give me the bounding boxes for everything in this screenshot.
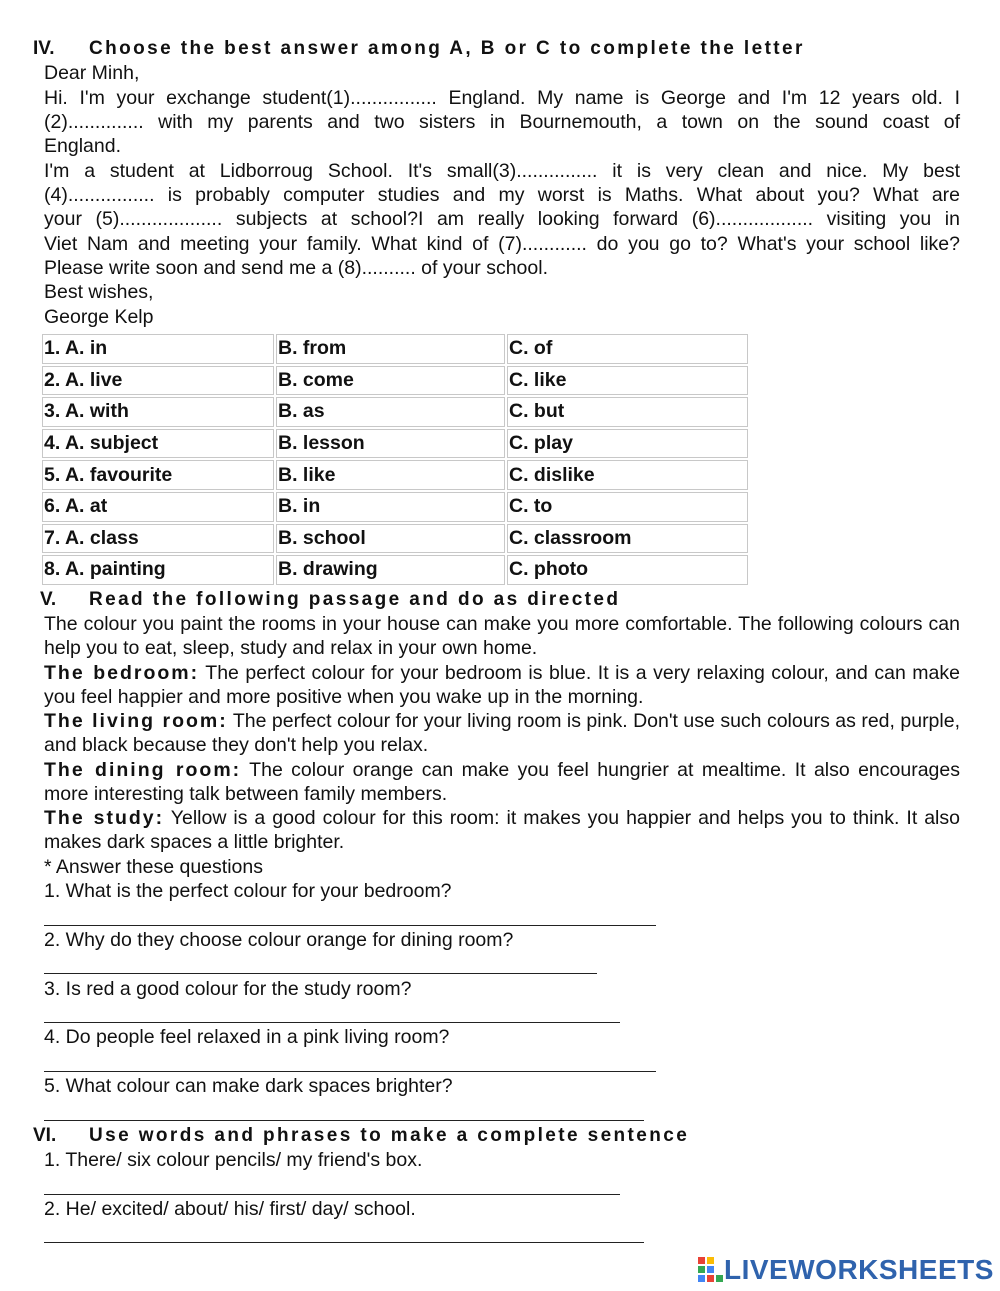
option-a: 1. A. in <box>42 334 274 364</box>
paragraph-text: The perfect colour for your bedroom is blue. It is a very relaxing colour, and can make you feel happier and more positive when you wake up in the morning. <box>44 662 960 709</box>
letter-line: your (5)................... subjects at school?I am really looking forward (6).................. visiting you in <box>44 208 960 230</box>
paragraph-label: The study: <box>44 807 165 829</box>
option-b: B. in <box>276 492 505 522</box>
paragraph-text: Yellow is a good colour for this room: it makes you happier and helps you to think. It also makes dark spaces a little brighter. <box>44 807 960 854</box>
option-a: 7. A. class <box>42 524 274 554</box>
option-b: B. drawing <box>276 555 505 585</box>
paragraph-dining-room <box>44 758 960 807</box>
question: 2. Why do they choose colour orange for dining room? <box>44 929 514 951</box>
paragraph-text: The colour orange can make you feel hungrier at mealtime. It also encourages more interesting talk between family members. <box>44 759 960 806</box>
option-a: 5. A. favourite <box>42 460 274 490</box>
letter-signature: George Kelp <box>44 306 154 328</box>
option-b: B. lesson <box>276 429 505 459</box>
option-a: 3. A. with <box>42 397 274 427</box>
option-row <box>42 460 748 490</box>
paragraph-study <box>44 806 960 855</box>
option-c: C. photo <box>507 555 748 585</box>
option-row <box>42 524 748 554</box>
answer-line[interactable] <box>44 1194 620 1195</box>
option-row <box>42 429 748 459</box>
section-6-title: Use words and phrases to make a complete sentence <box>89 1125 690 1146</box>
letter-line: Viet Nam and meeting your family. What kind of (7)............ do you go to? What's your school like? <box>44 233 960 255</box>
liveworksheets-icon <box>698 1257 724 1283</box>
section-6-number: VI. <box>33 1125 57 1146</box>
answer-line[interactable] <box>44 1071 656 1072</box>
letter-line: I'm a student at Lidborroug School. It's small(3)............... it is very clean and nice. My best <box>44 160 960 182</box>
liveworksheets-brand: LIVEWORKSHEETS <box>724 1254 994 1285</box>
paragraph-label: The living room: <box>44 710 228 732</box>
section-4-heading <box>33 38 805 60</box>
letter-line: Please write soon and send me a (8).......... of your school. <box>44 257 549 279</box>
letter-line: Hi. I'm your exchange student(1)................ England. My name is George and I'm 12 years old. I <box>44 87 960 109</box>
options-table <box>40 332 750 587</box>
answer-line[interactable] <box>44 1022 620 1023</box>
section-5-title: Read the following passage and do as directed <box>89 589 621 610</box>
letter-greeting: Dear Minh, <box>44 62 140 84</box>
passage-intro: The colour you paint the rooms in your house can make you more comfortable. The following colours can help you to eat, sleep, study and relax in your own home. <box>44 613 960 660</box>
option-b: B. like <box>276 460 505 490</box>
letter-closing: Best wishes, <box>44 281 154 303</box>
section-6-heading <box>33 1125 689 1147</box>
option-a: 4. A. subject <box>42 429 274 459</box>
option-row <box>42 366 748 396</box>
liveworksheets-logo <box>698 1253 994 1287</box>
option-b: B. as <box>276 397 505 427</box>
option-a: 8. A. painting <box>42 555 274 585</box>
option-row <box>42 555 748 585</box>
paragraph-living-room <box>44 709 960 758</box>
option-b: B. come <box>276 366 505 396</box>
paragraph-label: The dining room: <box>44 759 242 781</box>
option-c: C. like <box>507 366 748 396</box>
instruction: * Answer these questions <box>44 856 263 878</box>
letter-line: England. <box>44 135 121 157</box>
sentence-prompt: 2. He/ excited/ about/ his/ first/ day/ school. <box>44 1198 416 1220</box>
paragraph-text: The perfect colour for your living room is pink. Don't use such colours as red, purple, and black because they don't help you relax. <box>44 710 960 757</box>
paragraph-bedroom <box>44 661 960 710</box>
section-5-heading <box>40 589 620 611</box>
option-b: B. school <box>276 524 505 554</box>
letter-line: (2).............. with my parents and two sisters in Bournemouth, a town on the sound coast of <box>44 111 960 133</box>
answer-line[interactable] <box>44 1120 644 1121</box>
option-c: C. dislike <box>507 460 748 490</box>
option-c: C. classroom <box>507 524 748 554</box>
option-row <box>42 492 748 522</box>
answer-line[interactable] <box>44 1242 644 1243</box>
option-b: B. from <box>276 334 505 364</box>
option-c: C. but <box>507 397 748 427</box>
question: 3. Is red a good colour for the study room? <box>44 978 412 1000</box>
option-row <box>42 334 748 364</box>
section-4-number: IV. <box>33 38 55 59</box>
question: 5. What colour can make dark spaces brighter? <box>44 1075 453 1097</box>
answer-line[interactable] <box>44 973 597 974</box>
option-c: C. of <box>507 334 748 364</box>
option-c: C. play <box>507 429 748 459</box>
question: 4. Do people feel relaxed in a pink living room? <box>44 1026 450 1048</box>
option-row <box>42 397 748 427</box>
option-c: C. to <box>507 492 748 522</box>
section-5-number: V. <box>40 589 57 610</box>
sentence-prompt: 1. There/ six colour pencils/ my friend's box. <box>44 1149 423 1171</box>
option-a: 6. A. at <box>42 492 274 522</box>
letter-line: (4)................ is probably computer studies and my worst is Maths. What about you? What are <box>44 184 960 206</box>
question: 1. What is the perfect colour for your bedroom? <box>44 880 452 902</box>
option-a: 2. A. live <box>42 366 274 396</box>
answer-line[interactable] <box>44 925 656 926</box>
section-4-title: Choose the best answer among A, B or C to complete the letter <box>89 38 805 59</box>
paragraph-label: The bedroom: <box>44 662 200 684</box>
